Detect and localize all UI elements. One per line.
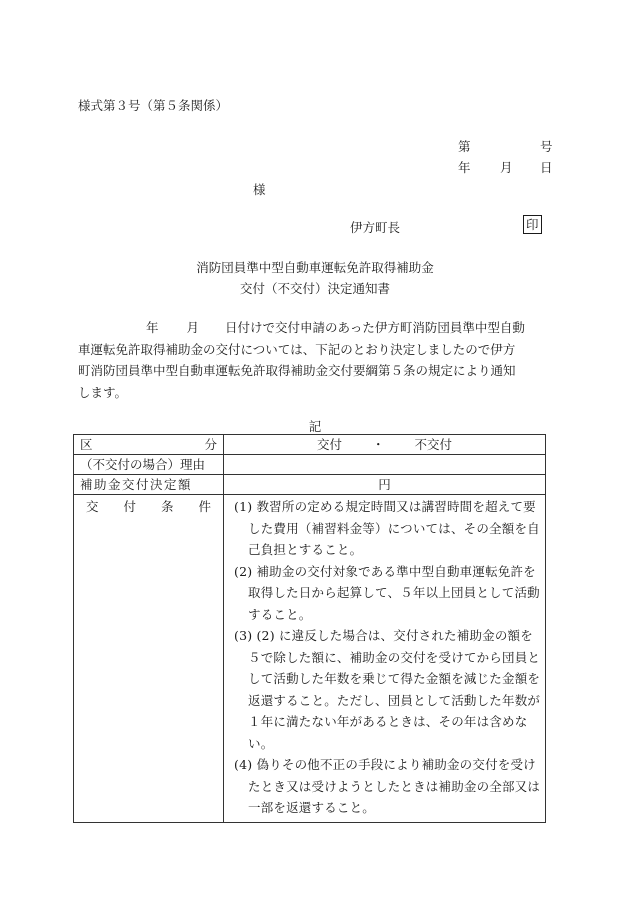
option-separator: ・ bbox=[371, 436, 385, 452]
table-row-amount bbox=[74, 475, 546, 495]
grant-decision-table bbox=[73, 434, 546, 823]
condition-item-3: (3) (2) に違反した場合は、交付された補助金の額を５で除した額に、補助金の交付を受けてから団員として活動した年数を乗じて得た金額を減じた金額を返還すること。ただし、団員として活動した年数が１年に満たない年があるときは、その年は含めない。 bbox=[234, 628, 541, 751]
document-number-prefix: 第 bbox=[458, 139, 471, 154]
conditions-label-cell bbox=[74, 495, 224, 823]
amount-label-cell: 補助金交付決定額 bbox=[74, 475, 224, 495]
seal-mark: 印 bbox=[523, 215, 542, 234]
conditions-value-cell bbox=[224, 495, 546, 823]
notice-body-line-3: 町消防団員準中型自動車運転免許取得補助金交付要綱第５条の規定により通知 bbox=[78, 363, 516, 378]
conditions-label-char-4: 件 bbox=[198, 499, 211, 514]
body-month-label: 月 bbox=[186, 320, 200, 335]
amount-value-cell: 円 bbox=[224, 475, 546, 495]
document-title-line-2: 交付（不交付）決定通知書 bbox=[239, 281, 390, 296]
addressee-honorific: 様 bbox=[253, 182, 266, 197]
date-month-label: 月 bbox=[500, 160, 513, 175]
condition-item-4: (4) 偽りその他不正の手段により補助金の交付を受けたとき又は受けようとしたときは補助金の全部又は一部を返還すること。 bbox=[234, 757, 541, 815]
grant-option: 交付 bbox=[317, 436, 343, 452]
non-grant-option: 不交付 bbox=[414, 436, 452, 452]
condition-item-1: (1) 教習所の定める規定時間又は講習時間を超えて要した費用（補習料金等）については、その全額を自己負担とすること。 bbox=[234, 499, 540, 557]
notice-body-line-4: します。 bbox=[78, 384, 128, 400]
table-row-reason bbox=[74, 455, 546, 475]
condition-item-2: (2) 補助金の交付対象である準中型自動車運転免許を取得した日から起算して、５年以上団員として活動すること。 bbox=[234, 563, 540, 622]
reason-label-cell: （不交付の場合）理由 bbox=[74, 455, 224, 475]
conditions-label-char-2: 付 bbox=[123, 499, 136, 514]
notice-body-line-1 bbox=[78, 317, 550, 339]
category-label-right: 分 bbox=[204, 436, 217, 452]
reason-value-cell bbox=[224, 455, 546, 475]
table-row-category bbox=[74, 435, 546, 455]
document-number-suffix: 号 bbox=[540, 139, 553, 154]
table-row-conditions bbox=[74, 495, 546, 823]
category-value-cell bbox=[224, 435, 546, 455]
form-number: 様式第３号（第５条関係） bbox=[78, 98, 229, 113]
issuer-name: 伊方町長 bbox=[350, 220, 401, 235]
conditions-label-char-3: 条 bbox=[160, 499, 174, 514]
category-label-left: 区 bbox=[80, 436, 93, 452]
notice-body-line-2: 車運転免許取得補助金の交付については、下記のとおり決定しましたので伊方 bbox=[78, 341, 516, 357]
document-title-line-1: 消防団員準中型自動車運転免許取得補助金 bbox=[196, 260, 434, 275]
notice-body bbox=[78, 317, 550, 403]
date-day-label: 日 bbox=[540, 160, 553, 175]
body-year-label: 年 bbox=[146, 320, 159, 335]
conditions-label-char-1: 交 bbox=[86, 499, 99, 514]
category-label-cell bbox=[74, 435, 224, 455]
date-year-label: 年 bbox=[458, 160, 471, 175]
body-line-1-rest: 日付けで交付申請のあった伊方町消防団員準中型自動 bbox=[225, 320, 525, 335]
ki-heading: 記 bbox=[308, 419, 322, 434]
